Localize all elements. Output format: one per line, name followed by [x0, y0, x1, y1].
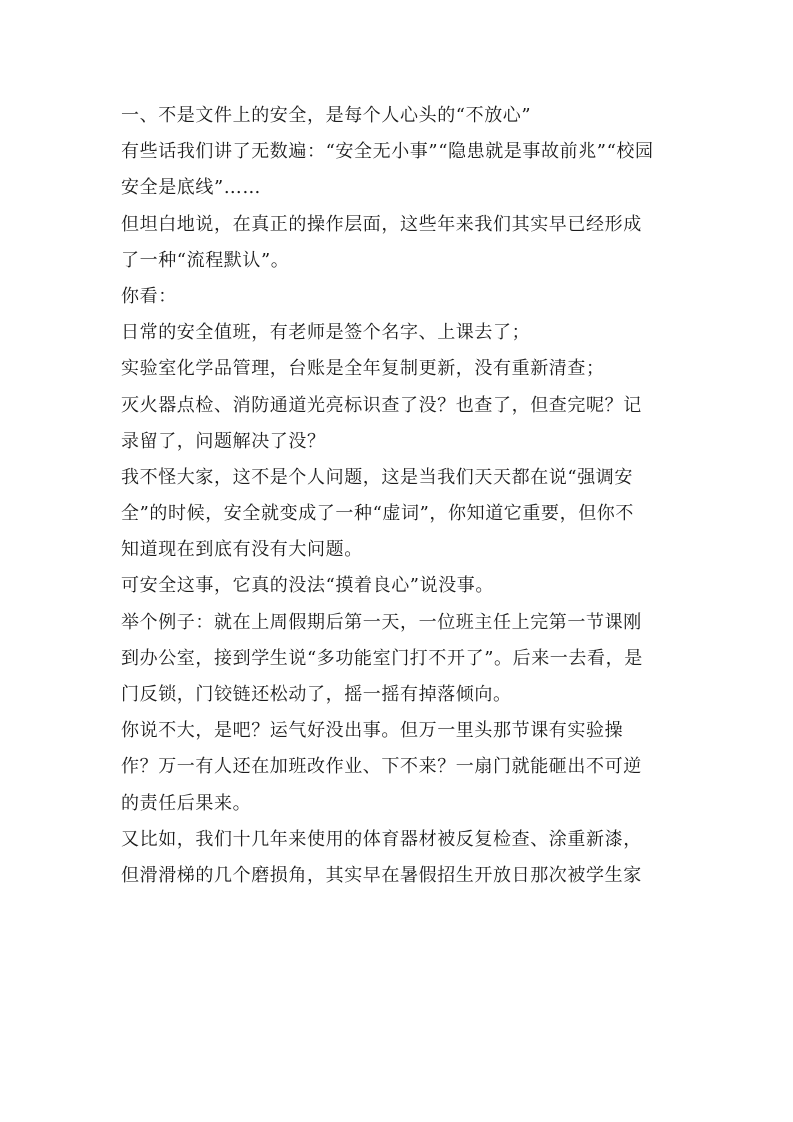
text-line: 你说不大，是吧？运气好没出事。但万一里头那节课有实验操	[121, 720, 624, 742]
text-line: 门反锁，门铰链还松动了，摇一摇有掉落倾向。	[121, 684, 512, 705]
text-line: 你看：	[121, 285, 177, 307]
text-line: 但坦白地说，在真正的操作层面，这些年来我们其实早已经形成	[121, 213, 642, 235]
text-line: 的责任后果来。	[121, 792, 252, 814]
text-line: 又比如，我们十几年来使用的体育器材被反复检查、涂重新漆，	[121, 828, 642, 850]
text-line: 安全是底线”……	[121, 177, 262, 199]
section-heading: 一、不是文件上的安全，是每个人心头的“不放心”	[121, 105, 532, 126]
text-line: 全”的时候，安全就变成了一种“虚词”，你知道它重要，但你不	[121, 503, 635, 525]
text-line: 知道现在到底有没有大问题。	[121, 539, 363, 561]
text-line: 灭火器点检、消防通道光亮标识查了没？也查了，但查完呢？记	[121, 394, 642, 416]
text-line: 可安全这事，它真的没法“摸着良心”说没事。	[121, 575, 495, 597]
text-line: 日常的安全值班，有老师是签个名字、上课去了；	[121, 322, 531, 344]
text-line: 作？万一有人还在加班改作业、下不来？一扇门就能砸出不可逆	[121, 756, 642, 778]
text-line: 有些话我们讲了无数遍：“安全无小事”“隐患就是事故前兆”“校园	[121, 141, 654, 163]
text-line: 到办公室，接到学生说“多功能室门打不开了”。后来一去看，是	[121, 647, 643, 669]
document-body	[121, 98, 673, 894]
text-line: 举个例子：就在上周假期后第一天，一位班主任上完第一节课刚	[121, 611, 642, 633]
text-line: 我不怪大家，这不是个人问题，这是当我们天天都在说“强调安	[121, 466, 633, 488]
text-line: 实验室化学品管理，台账是全年复制更新，没有重新清查；	[121, 358, 605, 380]
text-line: 但滑滑梯的几个磨损角，其实早在暑假招生开放日那次被学生家	[121, 864, 642, 886]
text-line: 录留了，问题解决了没？	[121, 430, 326, 452]
text-line: 了一种“流程默认”。	[121, 249, 290, 271]
